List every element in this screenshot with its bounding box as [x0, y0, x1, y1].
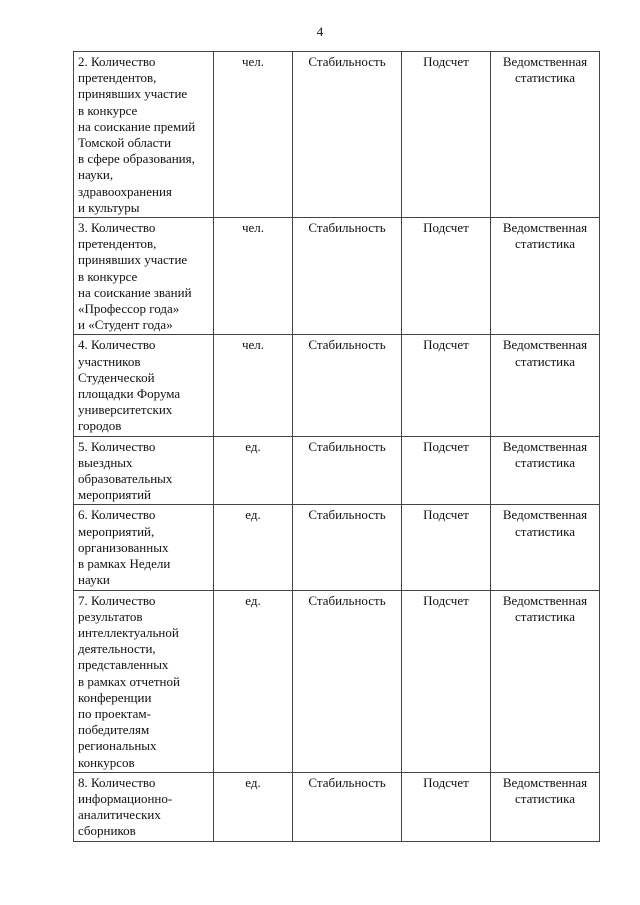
indicator-name-line: образовательных [78, 471, 173, 487]
method-cell: Подсчет [402, 772, 491, 841]
source-cell: Ведомственная статистика [491, 52, 600, 218]
indicator-name-line: победителям [78, 722, 150, 738]
trend-cell: Стабильность [293, 335, 402, 436]
indicator-name-line: на соискание премий [78, 118, 196, 134]
indicator-name-line: городов [78, 418, 122, 434]
indicator-name-line: и «Студент года» [78, 317, 173, 333]
indicator-name-line: в рамках Недели [78, 556, 171, 572]
source-cell: Ведомственная статистика [491, 335, 600, 436]
indicator-name-line: «Профессор года» [78, 301, 180, 317]
indicator-name-line: Томской области [78, 135, 172, 151]
indicator-name-line: информационно- [78, 790, 173, 806]
indicator-name-line: претендентов, [78, 70, 157, 86]
unit-cell: чел. [214, 218, 293, 335]
indicator-name-line: 7. Количество [78, 592, 156, 608]
indicator-name-line: аналитических [78, 807, 161, 823]
indicator-name-line: претендентов, [78, 236, 157, 252]
source-cell: Ведомственная статистика [491, 505, 600, 590]
indicator-name-line: в конкурсе [78, 268, 138, 284]
page-number: 4 [316, 24, 324, 39]
indicator-name-line: выездных [78, 454, 133, 470]
indicators-table-body [74, 52, 600, 842]
indicator-name-line: здравоохранения [78, 183, 172, 199]
trend-cell: Стабильность [293, 590, 402, 772]
indicator-name-line: и культуры [78, 199, 140, 215]
trend-cell: Стабильность [293, 52, 402, 218]
indicator-name-line: 3. Количество [78, 220, 156, 236]
source-cell: Ведомственная статистика [491, 436, 600, 505]
unit-cell: ед. [214, 772, 293, 841]
indicator-name-line: в рамках отчетной [78, 673, 180, 689]
indicator-name-line: 4. Количество [78, 337, 156, 353]
indicator-name-line: 6. Количество [78, 507, 156, 523]
indicator-name-line: принявших участие [78, 252, 188, 268]
indicator-name-line: сборников [78, 823, 136, 839]
indicator-name-line: 2. Количество [78, 54, 156, 69]
indicator-name-line: представленных [78, 657, 169, 673]
method-cell: Подсчет [402, 52, 491, 218]
table-row [74, 335, 600, 436]
indicator-name-line: площадки Форума [78, 386, 181, 402]
trend-cell: Стабильность [293, 772, 402, 841]
indicator-name-line: принявших участие [78, 86, 188, 102]
indicator-name-cell [74, 335, 214, 436]
trend-cell: Стабильность [293, 505, 402, 590]
indicator-name-cell [74, 772, 214, 841]
table-row [74, 772, 600, 841]
indicator-name-line: науки [78, 572, 110, 588]
indicator-name-line: в сфере образования, [78, 151, 195, 167]
indicator-name-line: по проектам- [78, 705, 151, 721]
table-row [74, 505, 600, 590]
trend-cell: Стабильность [293, 436, 402, 505]
indicator-name-line: конференции [78, 689, 152, 705]
source-cell: Ведомственная статистика [491, 772, 600, 841]
unit-cell: ед. [214, 590, 293, 772]
trend-cell: Стабильность [293, 218, 402, 335]
indicator-name-cell [74, 590, 214, 772]
indicator-name-cell [74, 436, 214, 505]
table-row [74, 52, 600, 218]
indicator-name-line: результатов [78, 608, 143, 624]
unit-cell: ед. [214, 436, 293, 505]
table-row [74, 218, 600, 335]
indicators-table [73, 51, 600, 842]
indicator-name-line: региональных [78, 738, 157, 754]
indicator-name-line: организованных [78, 539, 169, 555]
indicator-name-cell [74, 218, 214, 335]
source-cell: Ведомственная статистика [491, 590, 600, 772]
method-cell: Подсчет [402, 590, 491, 772]
indicator-name-line: 5. Количество [78, 438, 156, 454]
indicator-name-line: мероприятий [78, 487, 151, 503]
indicator-name-line: Студенческой [78, 369, 155, 385]
indicator-name-line: участников [78, 353, 141, 369]
indicator-name-line: мероприятий, [78, 523, 155, 539]
unit-cell: чел. [214, 52, 293, 218]
indicator-name-line: университетских [78, 402, 173, 418]
source-cell: Ведомственная статистика [491, 218, 600, 335]
indicator-name-line: в конкурсе [78, 102, 138, 118]
unit-cell: чел. [214, 335, 293, 436]
indicator-name-line: на соискание званий [78, 284, 192, 300]
table-row [74, 590, 600, 772]
table-row [74, 436, 600, 505]
indicator-name-cell [74, 505, 214, 590]
method-cell: Подсчет [402, 218, 491, 335]
indicator-name-line: конкурсов [78, 754, 135, 770]
method-cell: Подсчет [402, 436, 491, 505]
indicator-name-line: деятельности, [78, 641, 156, 657]
indicator-name-line: науки, [78, 167, 114, 183]
method-cell: Подсчет [402, 335, 491, 436]
method-cell: Подсчет [402, 505, 491, 590]
indicator-name-cell [74, 52, 214, 218]
indicator-name-line: 8. Количество [78, 774, 156, 790]
unit-cell: ед. [214, 505, 293, 590]
indicator-name-line: интеллектуальной [78, 624, 179, 640]
